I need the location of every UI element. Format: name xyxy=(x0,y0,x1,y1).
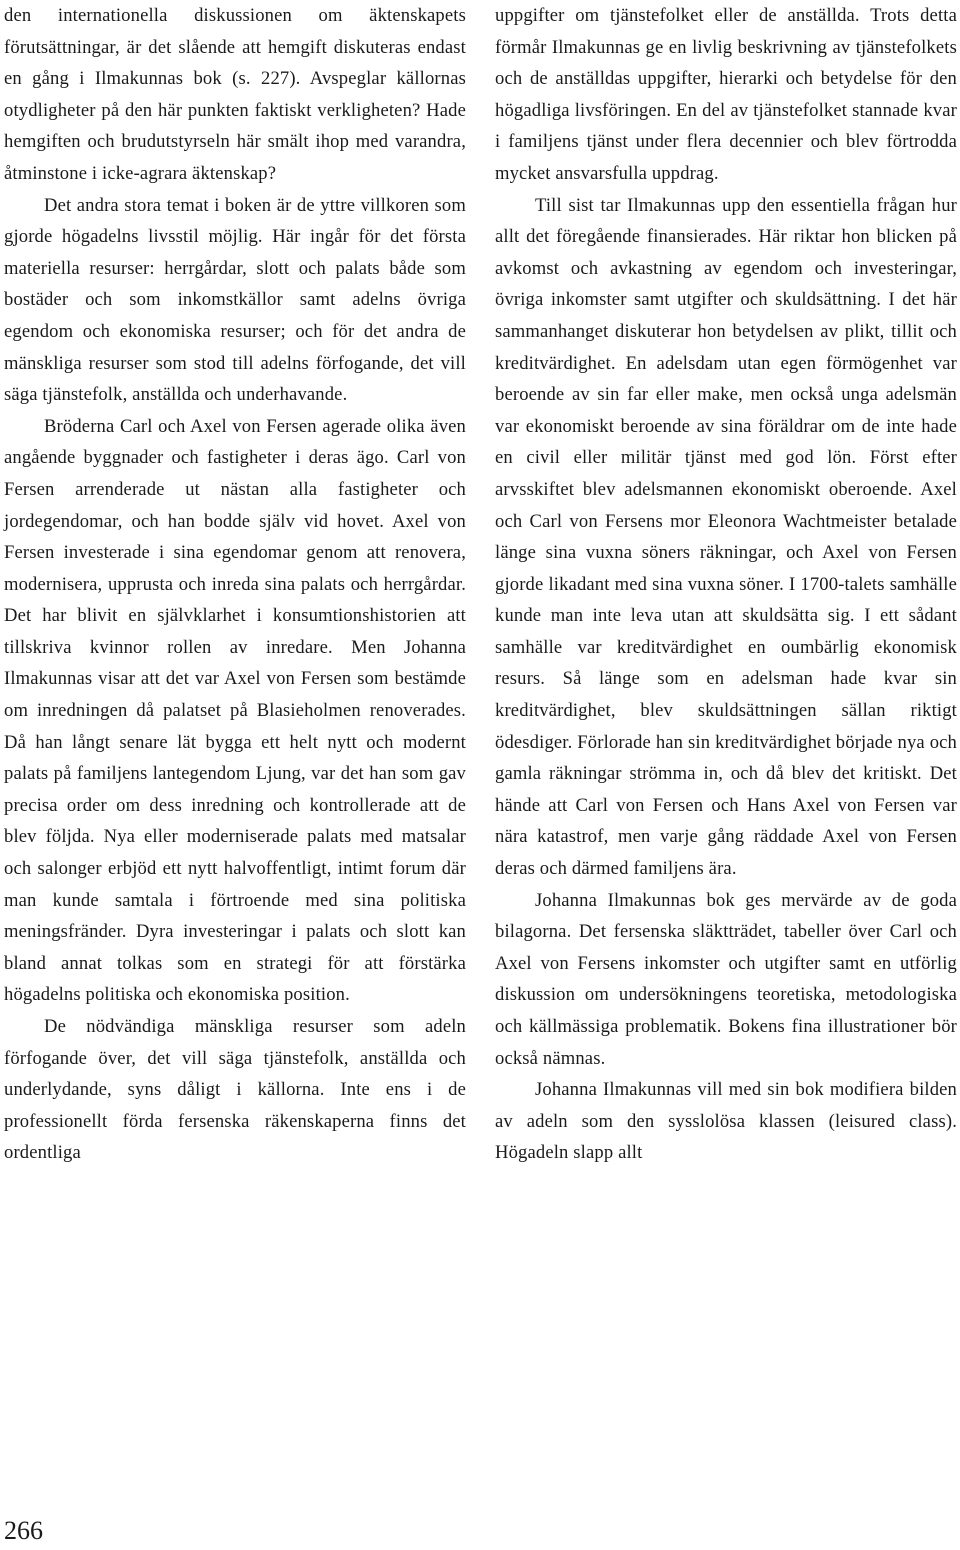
paragraph: Det andra stora temat i boken är de yttre villkoren som gjorde högadelns livsstil möjlig. Här ingår för det första materiella resurser: herrgårdar, slott och palats både som bostäder och som inkomstkällor samt adelns övriga egendom och ekonomiska resurser; och för det andra de mänskliga resurser som stod till adelns förfogande, det vill säga tjänstefolk, anställda och underhavande. xyxy=(4,194,466,406)
paragraph: Bröderna Carl och Axel von Fersen agerade olika även angående byggnader och fastigheter i deras ägo. Carl von Fersen arrenderade ut nästan alla fastigheter och jordegendomar, och han bodde själv vid hovet. Axel von Fersen investerade i sina egendomar genom att renovera, modernisera, upprusta och inreda sina palats och herrgårdar. Det har blivit en självklarhet i konsumtionshistorien att tillskriva kvinnor rollen av inredare. Men Johanna Ilmakunnas visar att det var Axel von Fersen som bestämde om inredningen då palatset på Blasieholmen renoverades. Då han långt senare lät bygga ett helt nytt och modernt palats på familjens lantegendom Ljung, var det han som gav precisa order om dess inredning och kontrollerade att de blev följda. Nya eller moderniserade palats med matsalar och salonger erbjöd ett nytt halvoffentligt, intimt forum där man kunde samtala i förtroende med sina politiska meningsfränder. Dyra investeringar i palats och slott kan bland annat tolkas som en strategi för att förstärka högadelns politiska och ekonomiska position. xyxy=(4,415,466,1006)
paragraph: Johanna Ilmakunnas vill med sin bok modifiera bilden av adeln som den sysslolösa klassen (leisured class). Högadeln slapp allt xyxy=(495,1079,957,1164)
paragraph: uppgifter om tjänstefolket eller de anställda. Trots detta förmår Ilmakunnas ge en livlig beskrivning av tjänstefolkets och de anställdas uppgifter, hierarki och betydelse för den högadliga livsföringen. En del av tjänstefolket stannade kvar i familjens tjänst under flera decennier och blev förtrodda mycket ansvarsfulla uppdrag. xyxy=(495,5,957,184)
paragraph: De nödvändiga mänskliga resurser som adeln förfogande över, det vill säga tjänstefolk, anställda och underlydande, syns dåligt i källorna. Inte ens i de professionellt förda fersenska räkenskaperna finns det ordentliga xyxy=(4,1016,466,1164)
right-column xyxy=(495,0,957,1169)
page-number: 266 xyxy=(4,1516,43,1545)
paragraph: den internationella diskussionen om äktenskapets förutsättningar, är det slående att hemgift diskuteras endast en gång i Ilmakunnas bok (s. 227). Avspeglar källornas otydligheter på den här punkten faktiskt verkligheten? Hade hemgiften och brudutstyrseln här smält ihop med varandra, åtminstone i icke-agrara äktenskap? xyxy=(4,5,466,184)
paragraph: Johanna Ilmakunnas bok ges mervärde av de goda bilagorna. Det fersenska släktträdet, tabeller över Carl och Axel von Fersens inkomster och utgifter samt en utförlig diskussion om undersökningens teoretiska, metodologiska och källmässiga problematik. Bokens fina illustrationer bör också nämnas. xyxy=(495,889,957,1069)
left-column xyxy=(4,0,466,1169)
paragraph: Till sist tar Ilmakunnas upp den essentiella frågan hur allt det föregående finansierades. Här riktar hon blicken på avkomst och avkastning av egendom och investeringar, övriga inkomster samt utgifter och skuldsättning. I det här sammanhanget diskuterar hon betydelsen av plikt, tillit och kreditvärdighet. En adelsdam utan egen förmögenhet var beroende av sin far eller make, men också unga adelsmän var ekonomiskt beroende av sina föräldrar om de inte hade en civil eller militär tjänst med god lön. Först efter arvsskiftet blev adelsmannen ekonomiskt oberoende. Axel och Carl von Fersens mor Eleonora Wachtmeister betalade länge sina vuxna söners räkningar, och Axel von Fersen gjorde likadant med sina vuxna söner. I 1700-talets samhälle kunde man inte leva utan att skuldsätta sig. I ett sådant samhälle var kreditvärdighet en oumbärlig ekonomisk resurs. Så länge som en adelsman hade kvar sin kreditvärdighet, blev skuldsättningen sällan riktigt ödesdiger. Förlorade han sin kreditvärdighet började nya och gamla räkningar strömma in, och då blev det kritiskt. Det hände att Carl von Fersen och Hans Axel von Fersen var nära katastrof, men varje gång räddade Axel von Fersen deras och därmed familjens ära. xyxy=(495,194,957,880)
